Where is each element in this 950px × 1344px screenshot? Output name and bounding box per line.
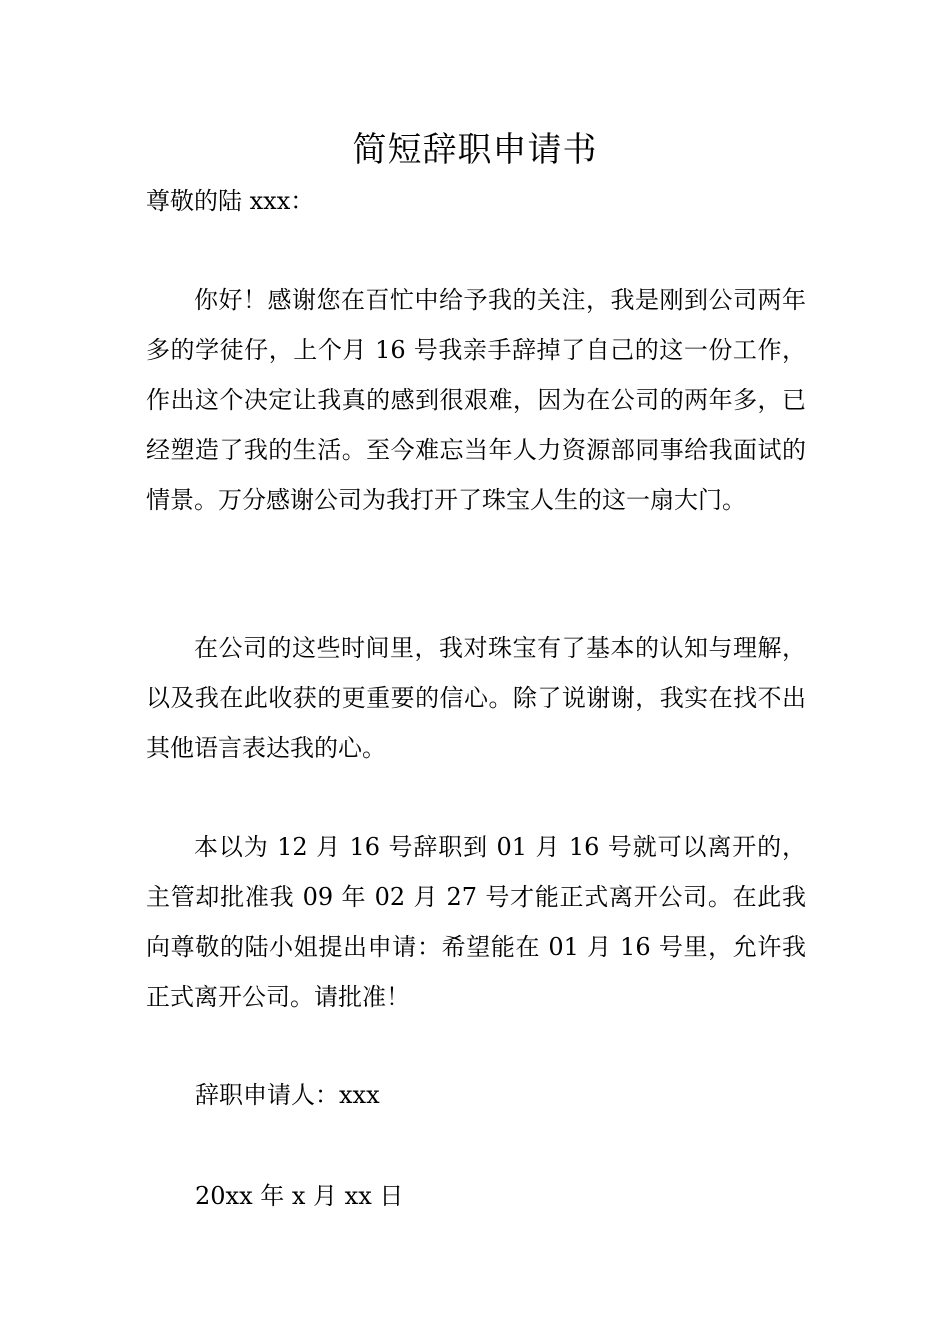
document-date: 20xx 年 x 月 xx 日	[195, 1182, 404, 1210]
document-title: 简短辞职申请书	[352, 130, 598, 170]
applicant-signature: 辞职申请人：xxx	[195, 1081, 380, 1109]
salutation: 尊敬的陆 xxx：	[146, 187, 315, 215]
paragraph-gratitude: 你好！感谢您在百忙中给予我的关注，我是刚到公司两年多的学徒仔，上个月 16 号我亲手辞掉了自己的这一份工作，作出这个决定让我真的感到很艰难，因为在公司的两年多，已经塑造了我的生活。至今难忘当年人力资源部同事给我面试的情景。万分感谢公司为我打开了珠宝人生的这一扇大门。	[146, 286, 806, 514]
paragraph-learning: 在公司的这些时间里，我对珠宝有了基本的认知与理解，以及我在此收获的更重要的信心。除了说谢谢，我实在找不出其他语言表达我的心。	[146, 634, 806, 762]
paragraph-request: 本以为 12 月 16 号辞职到 01 月 16 号就可以离开的，主管却批准我 09 年 02 月 27 号才能正式离开公司。在此我向尊敬的陆小姐提出申请：希望能在 01 月 16 号里，允许我正式离开公司。请批准！	[146, 833, 806, 1011]
